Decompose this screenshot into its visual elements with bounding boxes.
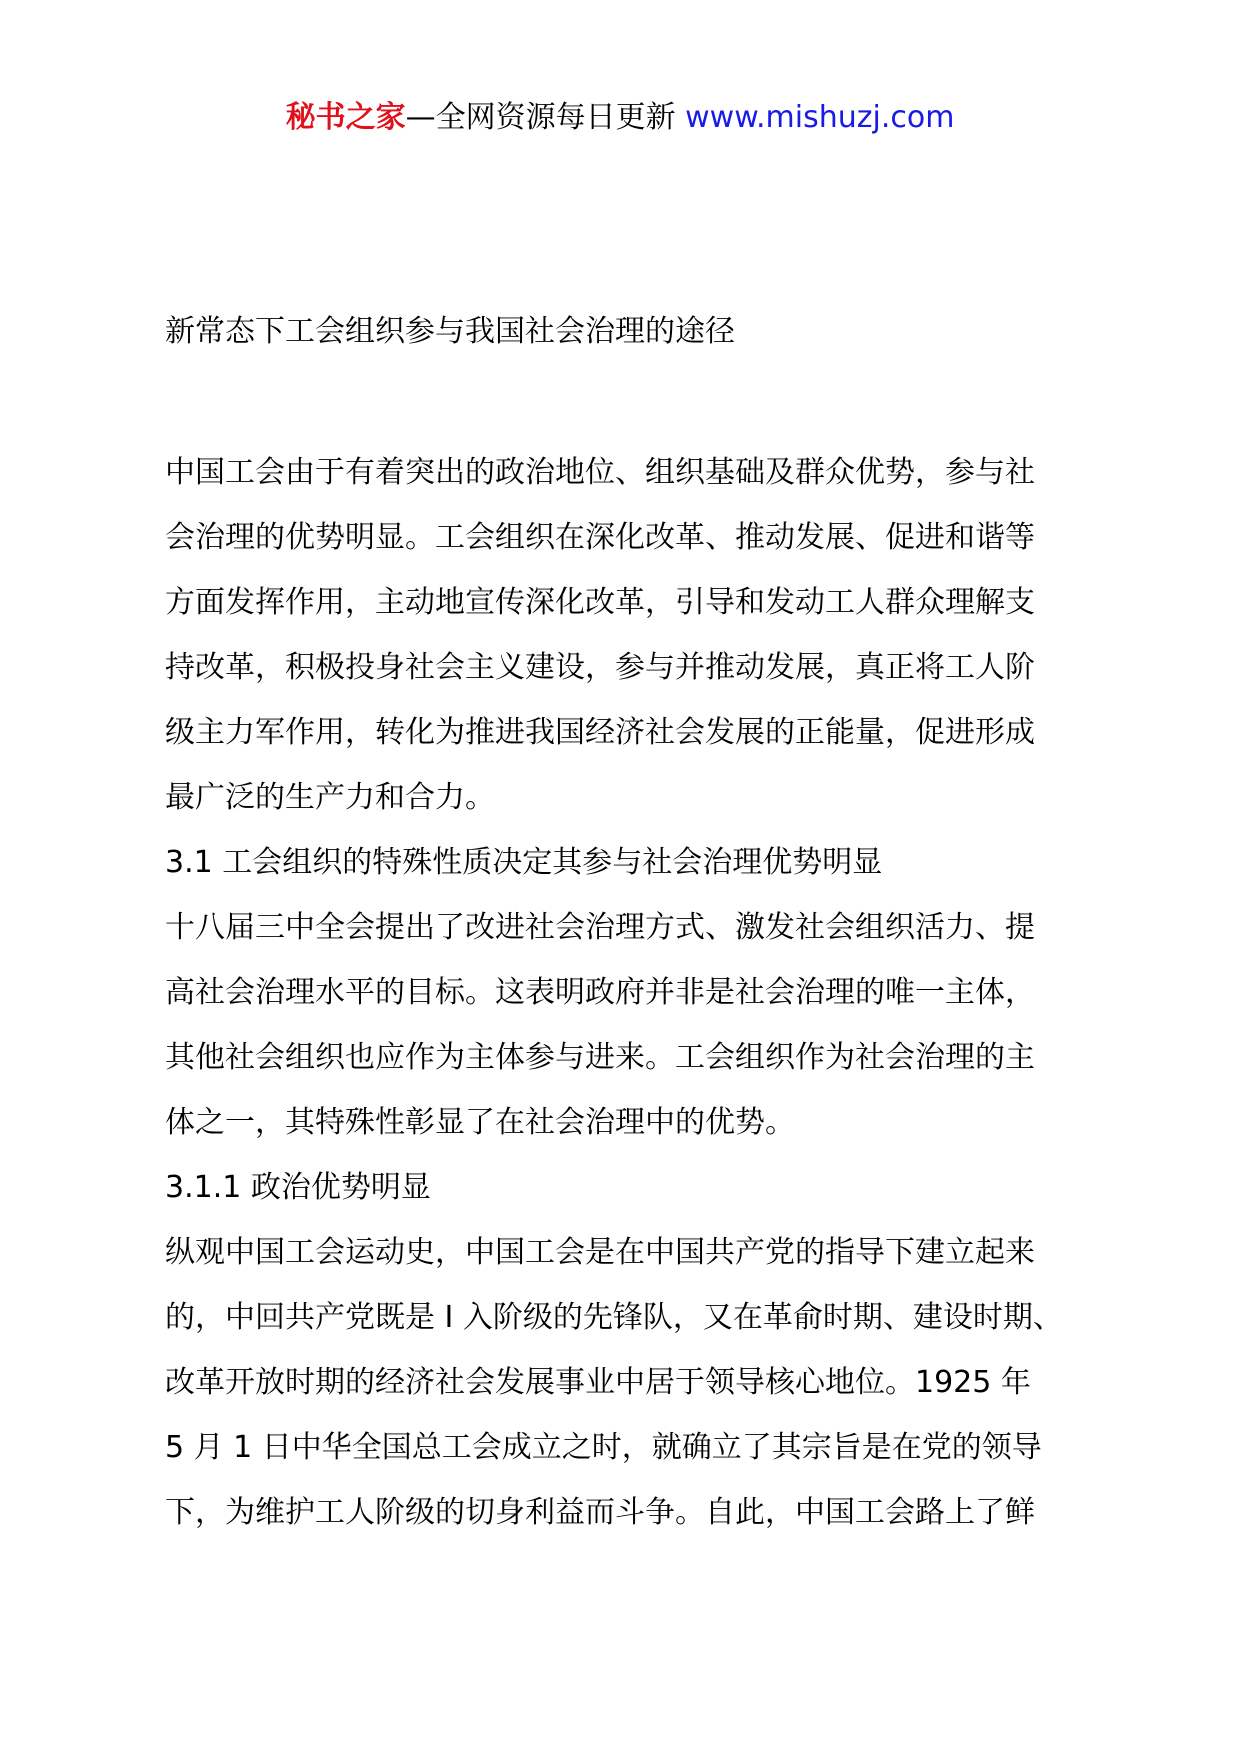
text-line: 改革开放时期的经济社会发展事业中居于领导核心地位。1925 年 <box>165 1365 1031 1400</box>
brand-name: 秘书之家 <box>285 100 406 135</box>
text-line: 的，中回共产党既是 I 入阶级的先锋队，又在革俞时期、建设时期、 <box>165 1300 1063 1335</box>
text-line: 会治理的优势明显。工会组织在深化改革、推动发展、促进和谐等 <box>165 520 1035 555</box>
subsection-heading: 3.1.1 政治优势明显 <box>165 1170 431 1205</box>
document-body <box>165 440 1100 1545</box>
text-line: 最广泛的生产力和合力。 <box>165 780 495 815</box>
header-tagline: —全网资源每日更新 <box>405 100 686 135</box>
section-heading: 3.1 工会组织的特殊性质决定其参与社会治理优势明显 <box>165 845 883 880</box>
text-line: 级主力军作用，转化为推进我国经济社会发展的正能量，促进形成 <box>165 715 1035 750</box>
text-line: 高社会治理水平的目标。这表明政府并非是社会治理的唯一主体， <box>165 975 1035 1010</box>
document-title: 新常态下工会组织参与我国社会治理的途径 <box>165 314 735 349</box>
text-line: 其他社会组织也应作为主体参与进来。工会组织作为社会治理的主 <box>165 1040 1035 1075</box>
text-line: 5 月 1 日中华全国总工会成立之时，就确立了其宗旨是在党的领导 <box>165 1430 1042 1465</box>
text-line: 中国工会由于有着突出的政治地位、组织基础及群众优势，参与社 <box>165 455 1035 490</box>
text-line: 十八届三中全会提出了改进社会治理方式、激发社会组织活力、提 <box>165 910 1035 945</box>
page-header <box>0 98 1240 138</box>
text-line: 纵观中国工会运动史，中国工会是在中国共产党的指导下建立起来 <box>165 1235 1035 1270</box>
text-line: 方面发挥作用，主动地宣传深化改革，引导和发动工人群众理解支 <box>165 585 1035 620</box>
text-line: 持改革，积极投身社会主义建设，参与并推动发展，真正将工人阶 <box>165 650 1035 685</box>
text-line: 体之一，其特殊性彰显了在社会治理中的优势。 <box>165 1105 795 1140</box>
header-url-link[interactable]: www.mishuzj.com <box>685 100 955 135</box>
text-line: 下，为维护工人阶级的切身利益而斗争。自此，中国工会路上了鲜 <box>165 1495 1035 1530</box>
